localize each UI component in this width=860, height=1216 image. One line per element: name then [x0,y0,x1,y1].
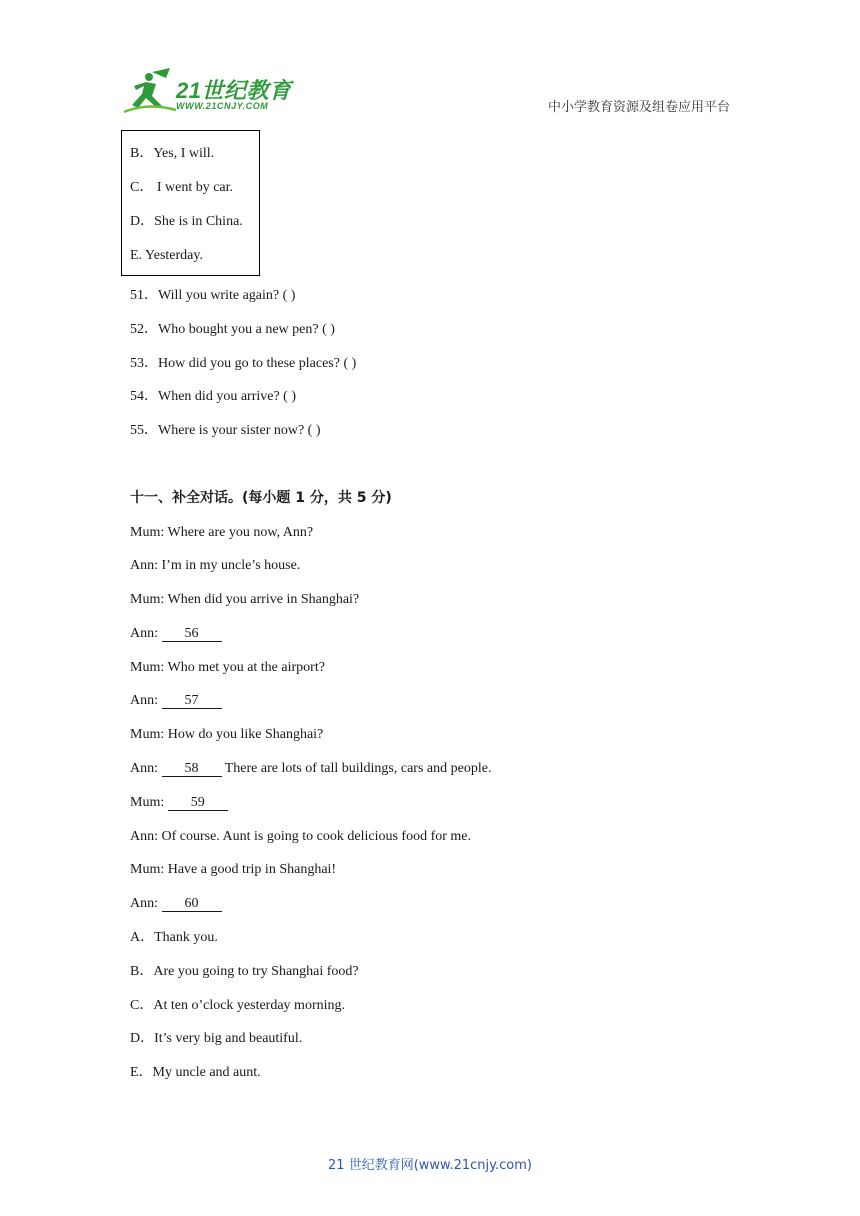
dialogue-line [130,861,336,879]
logo-text: 21世纪教育 [176,78,292,103]
header-platform-title: 中小学教育资源及组卷应用平台 [548,100,731,115]
answer-blank-56[interactable]: 56 [162,627,222,642]
dialogue-text: Have a good trip in Shanghai! [167,862,337,877]
answer-blank-60[interactable]: 60 [162,897,222,912]
answer-blank-58[interactable]: 58 [162,762,222,777]
dialogue-line [130,828,471,846]
speaker: Mum: [130,795,165,810]
speaker: Ann: [130,693,158,708]
dialogue-text: Of course. Aunt is going to cook delicious food for me. [161,829,472,844]
dialogue-line [130,726,323,744]
speaker: Ann: [130,558,158,573]
logo-url: WWW.21CNJY.COM [176,101,269,111]
speaker: Ann: [130,626,158,641]
question-52: 52．Who bought you a new pen? ( ) [130,322,335,337]
choice-item: C．At ten o’clock yesterday morning. [130,998,346,1013]
choice-item: A．Thank you. [130,930,218,945]
dialogue-text: When did you arrive in Shanghai? [167,592,360,607]
choice-item: E．My uncle and aunt. [130,1065,261,1080]
dialogue-text: How do you like Shanghai? [167,727,324,742]
option-item: D．She is in China. [130,214,243,229]
section-title: 十一、补全对话。(每小题 1 分，共 5 分) [130,490,392,506]
speaker: Ann: [130,829,158,844]
speaker: Mum: [130,525,165,540]
dialogue-line [130,895,222,913]
option-item: E. Yesterday. [130,248,203,263]
dialogue-text: Where are you now, Ann? [167,525,314,540]
speaker: Mum: [130,660,165,675]
dialogue-text: I’m in my uncle’s house. [161,558,301,573]
speaker: Mum: [130,727,165,742]
question-54: 54．When did you arrive? ( ) [130,389,296,404]
choice-item: D．It’s very big and beautiful. [130,1031,303,1046]
dialogue-line [130,524,313,542]
question-55: 55．Where is your sister now? ( ) [130,423,321,438]
dialogue-line [130,760,491,778]
dialogue-line [130,692,222,710]
answer-blank-57[interactable]: 57 [162,694,222,709]
option-item: B．Yes, I will. [130,146,215,161]
option-item: C． I went by car. [130,180,234,195]
dialogue-text: Who met you at the airport? [167,660,325,675]
footer-site-link[interactable]: 21 世纪教育网(www.21cnjy.com) [328,1158,532,1173]
speaker: Mum: [130,592,165,607]
runner-logo-icon [122,68,178,116]
question-51: 51．Will you write again? ( ) [130,288,296,303]
speaker: Ann: [130,896,158,911]
dialogue-line [130,659,325,677]
speaker: Mum: [130,862,165,877]
question-53: 53．How did you go to these places? ( ) [130,356,357,371]
answer-blank-59[interactable]: 59 [168,796,228,811]
site-logo [122,68,292,118]
dialogue-line [130,591,359,609]
dialogue-line [130,625,222,643]
dialogue-text: There are lots of tall buildings, cars and people. [224,761,492,776]
dialogue-line [130,794,228,812]
speaker: Ann: [130,761,158,776]
dialogue-line [130,557,300,575]
choice-item: B．Are you going to try Shanghai food? [130,964,359,979]
